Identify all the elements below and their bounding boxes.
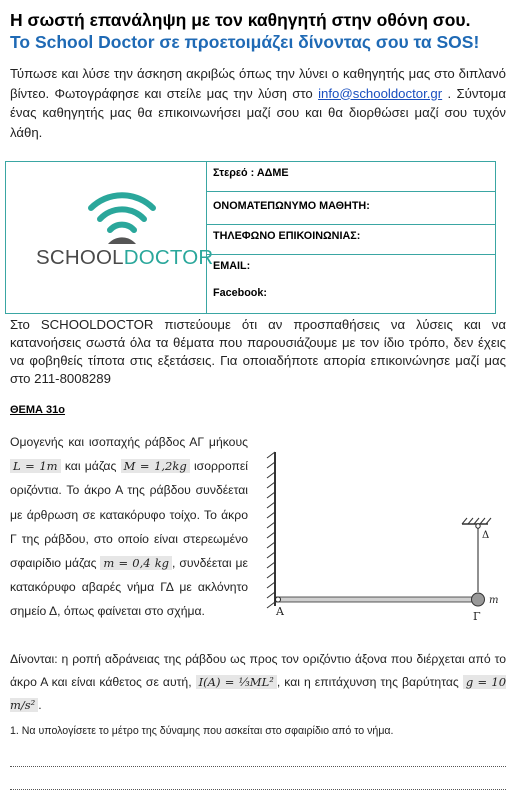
logo-text-doctor: DOCTOR xyxy=(123,246,214,269)
answer-line[interactable] xyxy=(10,766,506,767)
intro-text-after: . Σύντομα ένας καθηγητής μας θα επικοινωνήσει μαζί σου και θα διορθώσει μαζί σου τυχόν λάθη. xyxy=(10,85,506,140)
logo-cell xyxy=(6,162,214,313)
logo-text-school: SCHOOL xyxy=(36,246,124,269)
problem-text-1: Ομογενής και ισοπαχής ράβδος ΑΓ μήκους xyxy=(10,435,248,449)
length-formula: L = 1m xyxy=(10,459,61,473)
page-title: Η σωστή επανάληψη με τον καθηγητή στην οθόνη σου. xyxy=(10,10,471,30)
form-row-facebook[interactable]: Facebook: xyxy=(213,287,267,299)
given-text-1: Δίνονται: η ροπή αδράνειας της ράβδου ως προς τον οριζόντιο άξονα που διέρχεται από το άκρο Α και είναι κάθετος σε αυτή, xyxy=(10,652,506,689)
ball-mass-formula: m = 0,4 kg xyxy=(100,556,172,570)
form-row-phone[interactable]: ΤΗΛΕΦΩΝΟ ΕΠΙΚΟΙΝΩΝΙΑΣ: xyxy=(207,225,496,255)
logo-wordmark xyxy=(36,246,213,270)
label-a: Α xyxy=(276,605,284,618)
problem-text-2: και μάζας xyxy=(64,459,117,474)
point-d xyxy=(476,524,480,528)
given-text-2: , και η επιτάχυνση της βαρύτητας xyxy=(276,675,459,689)
problem-heading: ΘΕΜΑ 31ο xyxy=(10,404,66,416)
student-info-form xyxy=(5,161,496,314)
ceiling-hatch xyxy=(462,518,491,524)
wall-hatch xyxy=(267,452,275,608)
problem-text-3: ισορροπεί οριζόντια. Το άκρο Α της ράβδου συνδέεται με άρθρωση σε κατακόρυφο τοίχο. Το άκρο Γ της ράβδου, στο οποίο είναι στερεωμένο σφαιρίδιο μάζας xyxy=(10,459,248,571)
intro-text-before: Τύπωσε και λύσε την άσκηση ακριβώς όπως την λύνει ο καθηγητής μας στο διπλανό βίντεο. Φωτογράφησε και στείλε μας την λύση στο xyxy=(10,66,506,101)
wifi-logo-icon xyxy=(6,162,206,312)
given-text-3: . xyxy=(38,698,42,712)
form-row-stereo: Στερεό : ΑΔΜΕ xyxy=(207,162,496,192)
label-g: Γ xyxy=(473,610,481,623)
label-m: m xyxy=(489,595,499,606)
email-link[interactable]: info@schooldoctor.gr xyxy=(318,85,443,101)
mass-formula: M = 1,2kg xyxy=(121,459,190,473)
answer-line[interactable] xyxy=(10,789,506,790)
inertia-formula: I(A) = ⅓ML² xyxy=(196,675,277,689)
rod-shape xyxy=(276,597,478,602)
label-d: Δ xyxy=(482,530,490,541)
form-row-student-name[interactable]: ΟΝΟΜΑΤΕΠΩΝΥΜΟ ΜΑΘΗΤΗ: xyxy=(207,192,496,225)
info-paragraph: Στο SCHOOLDOCTOR πιστεύουμε ότι αν προσπαθήσεις να λύσεις και να κατανοήσεις σωστά όλα τα θέματα που παρουσιάζουμε με τον ίδιο τρόπο, δεν έχεις να φοβηθείς τίποτα στις εξετάσεις. Για οποιαδήποτε απορία επικοινώνησε μαζί μας στο 211-8008289 xyxy=(10,317,506,386)
page-subtitle: Το School Doctor σε προετοιμάζει δίνοντας σου τα SOS! xyxy=(10,32,480,52)
question-1: 1. Να υπολογίσετε το μέτρο της δύναμης που ασκείται στο σφαιρίδιο από το νήμα. xyxy=(10,725,394,737)
rod-diagram xyxy=(250,440,508,630)
problem-text-4: , συνδέεται με κατακόρυφο αβαρές νήμα ΓΔ με ακλόνητο σημείο Δ, όπως φαίνεται στο σχήμα. xyxy=(10,556,248,619)
ball-shape xyxy=(472,593,485,606)
problem-statement xyxy=(10,430,248,624)
gravity-formula: g = 10 m/s² xyxy=(10,675,507,712)
form-row-email[interactable]: EMAIL: xyxy=(213,260,251,272)
hinge-a xyxy=(276,597,281,602)
given-data xyxy=(10,648,506,717)
intro-paragraph xyxy=(10,64,506,142)
